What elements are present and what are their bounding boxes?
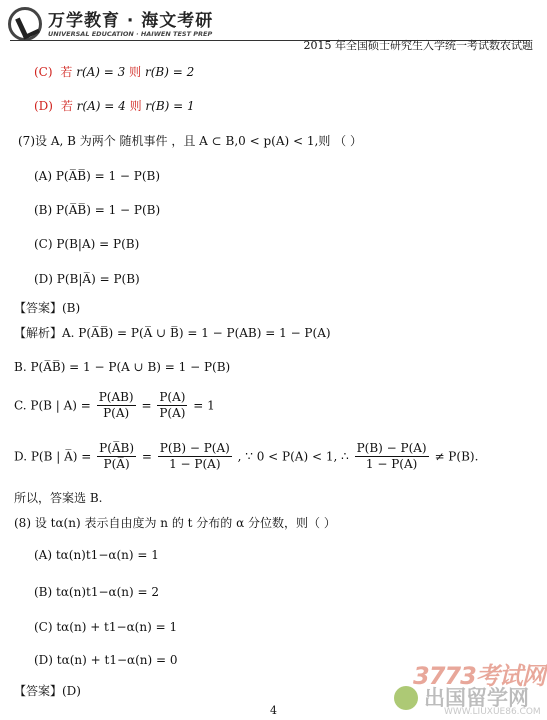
option-d-expr1: r(A) = 4 bbox=[76, 99, 126, 113]
brand-logo bbox=[8, 4, 214, 44]
option-c-line bbox=[34, 63, 194, 80]
option-d-expr2: r(B) = 1 bbox=[145, 99, 195, 113]
logo-mark-icon bbox=[8, 7, 42, 41]
q8-option-a: (A) tα(n)t1−α(n) = 1 bbox=[34, 548, 159, 562]
q8-option-c: (C) tα(n) + t1−α(n) = 1 bbox=[34, 620, 178, 634]
explanation-d bbox=[14, 441, 478, 472]
explanation-b: B. P(A̅B̅) = 1 − P(A ∪ B) = 1 − P(B) bbox=[14, 360, 231, 374]
exp-d-fraction-3 bbox=[355, 441, 429, 472]
page-header bbox=[0, 0, 547, 52]
exp-d-f2-denominator: 1 − P(A) bbox=[169, 457, 221, 471]
exp-d-fraction-2 bbox=[158, 441, 232, 472]
exp-d-f3-denominator: 1 − P(A) bbox=[365, 457, 418, 471]
exp-d-suffix: ≠ P(B). bbox=[434, 449, 479, 464]
explanation-c bbox=[14, 390, 215, 421]
q8-option-b: (B) tα(n)t1−α(n) = 2 bbox=[34, 585, 160, 599]
exp-d-f3-numerator: P(B) − P(A) bbox=[356, 441, 427, 455]
option-d-line bbox=[34, 97, 195, 114]
q7-option-a: (A) P(A̅B̅̅) = 1 − P(B) bbox=[34, 169, 161, 183]
exp-c-prefix: C. P(B | A) = bbox=[14, 398, 91, 413]
conclusion: 所以，答案选 B. bbox=[14, 491, 103, 505]
option-d-if: 若 bbox=[60, 99, 73, 113]
exp-d-middle: , ∵ 0 < P(A) < 1, ∴ bbox=[237, 449, 349, 464]
exp-c-suffix: = 1 bbox=[193, 398, 215, 413]
exp-c-equals: = bbox=[141, 398, 152, 413]
explanation-a: 【解析】A. P(A̅B̅̅) = P(A̅ ∪ B̅) = 1 − P(AB) = 1 − P(A) bbox=[14, 326, 331, 340]
watermark-url: WWW.LIUXUE86.COM bbox=[444, 707, 541, 717]
exp-d-prefix: D. P(B | A̅) = bbox=[14, 449, 92, 464]
option-c-if: 若 bbox=[60, 65, 73, 79]
exp-d-fraction-1 bbox=[97, 441, 136, 472]
watermark-main-text: 出国留学网 bbox=[424, 686, 529, 710]
option-d-label: (D) bbox=[34, 99, 53, 113]
option-d-then: 则 bbox=[129, 99, 142, 113]
watermark-3773: 3773考试网 bbox=[413, 662, 545, 690]
exp-c-f1-numerator: P(AB) bbox=[98, 390, 134, 404]
q7-option-c: (C) P(B|A) = P(B) bbox=[34, 237, 140, 251]
exp-c-f2-denominator: P(A) bbox=[159, 406, 186, 420]
exp-c-fraction-2 bbox=[157, 390, 187, 421]
q7-option-d: (D) P(B|A̅) = P(B) bbox=[34, 272, 140, 286]
exam-title: 2015 年全国硕士研究生入学统一考试数农试题 bbox=[303, 39, 533, 52]
exp-d-f2-numerator: P(B) − P(A) bbox=[159, 441, 230, 455]
option-c-label: (C) bbox=[34, 65, 53, 79]
logo-subtitle: UNIVERSAL EDUCATION · HAIWEN TEST PREP bbox=[48, 30, 213, 38]
question-8: (8) 设 tα(n) 表示自由度为 n 的 t 分布的 α 分位数，则（ ） bbox=[14, 516, 336, 530]
exp-d-f1-denominator: P(A̅) bbox=[103, 457, 130, 471]
option-c-expr2: r(B) = 2 bbox=[144, 65, 195, 79]
answer-8: 【答案】(D) bbox=[14, 684, 81, 698]
exp-c-f1-denominator: P(A) bbox=[103, 406, 130, 420]
answer-7: 【答案】(B) bbox=[14, 301, 81, 315]
page-number: 4 bbox=[270, 704, 277, 717]
logo-title: 万学教育 · 海文考研 bbox=[48, 11, 214, 31]
q7-option-b: (B) P(A̅B̅) = 1 − P(B) bbox=[34, 203, 161, 217]
exp-d-f1-numerator: P(A̅B) bbox=[99, 441, 135, 455]
exp-c-fraction-1 bbox=[97, 390, 136, 421]
q8-option-d: (D) tα(n) + t1−α(n) = 0 bbox=[34, 653, 178, 667]
question-7: (7)设 A, B 为两个 随机事件 ，且 A ⊂ B,0 < p(A) < 1,则 （ ） bbox=[18, 134, 362, 148]
exp-c-f2-numerator: P(A) bbox=[159, 390, 186, 404]
exp-d-equals: = bbox=[141, 449, 152, 464]
option-c-then: 则 bbox=[129, 65, 142, 79]
option-c-expr1: r(A) = 3 bbox=[76, 65, 126, 79]
header-divider bbox=[10, 40, 530, 41]
